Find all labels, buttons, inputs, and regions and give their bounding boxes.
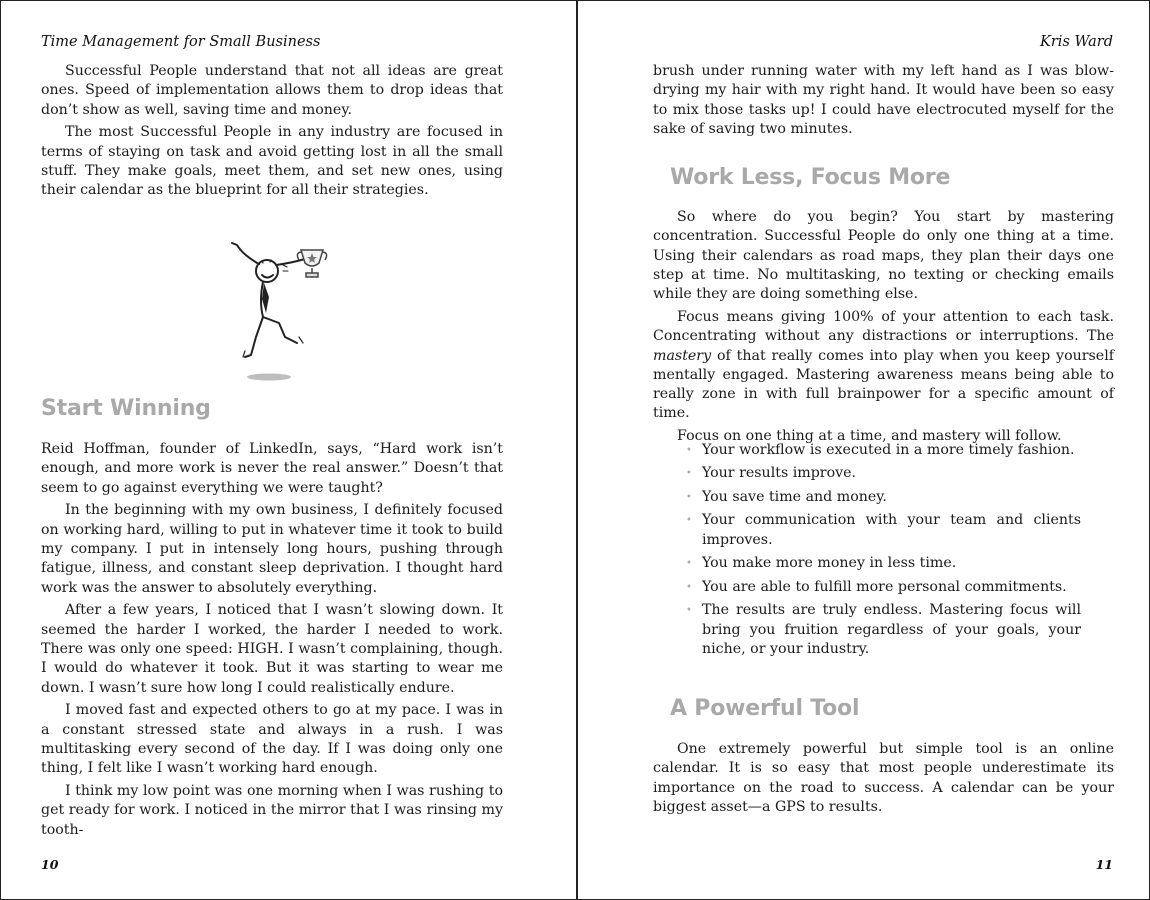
page-number-right: 11 xyxy=(1095,857,1113,872)
bullet-icon: • xyxy=(686,445,692,456)
paragraph: Successful People understand that not all ideas are great ones. Speed of implementation allows them to drop ideas that don’t show as well, saving time and money. xyxy=(41,63,503,118)
heading-a-powerful-tool: A Powerful Tool xyxy=(670,696,860,721)
page-number-left: 10 xyxy=(41,857,59,872)
running-head-left: Time Management for Small Business xyxy=(41,34,321,50)
paragraph: Focus means giving 100% of your attention to each task. Concentrating without any distractions or interruptions. The mastery of that really comes into play when you keep yourself mentally engaged. Mastering awareness means being able to really zone in with full brainpower for a specific amount of time. xyxy=(653,308,1114,422)
bullet-icon: • xyxy=(686,468,692,480)
paragraph: I moved fast and expected others to go at my pace. I was in a constant stressed state and always in a rush. I was multitasking every second of the day. If I was doing only one thing, I felt like I wasn’t working hard enough. xyxy=(41,702,503,777)
list-item: • You are able to fulfill more personal commitments. xyxy=(653,578,1114,597)
left-top-text xyxy=(41,62,503,204)
bullet-icon: • xyxy=(686,605,692,617)
paragraph: I think my low point was one morning when I was rushing to get ready for work. I noticed in the mirror that I was rinsing my tooth- xyxy=(41,783,503,838)
list-item: • Your results improve. xyxy=(653,464,1114,483)
bullet-icon: • xyxy=(686,558,692,570)
running-head-right: Kris Ward xyxy=(1040,34,1113,50)
list-item: • The results are truly endless. Mastering focus will bring you fruition regardless of your goals, your niche, or your industry. xyxy=(686,602,1081,657)
paragraph: Focus on one thing at a time, and mastery will follow. xyxy=(677,428,1062,445)
stick-figure-holding-trophy-icon xyxy=(223,233,333,387)
list-item: • You save time and money. xyxy=(653,488,1114,507)
heading-start-winning: Start Winning xyxy=(41,396,211,421)
paragraph: brush under running water with my left hand as I was blow-drying my hair with my right hand. It would have been so easy to mix those tasks up! I could have electrocuted myself for the sake of saving two minutes. xyxy=(653,63,1114,137)
bullet-icon: • xyxy=(686,491,692,503)
paragraph: Reid Hoffman, founder of LinkedIn, says, “Hard work isn’t enough, and more work is never the real answer.” Doesn’t that seem to go against everything we were taught? xyxy=(41,441,503,496)
paragraph: So where do you begin? You start by mastering concentration. Successful People do only one thing at a time. Using their calendars as road maps, they plan their days one step at time. No multitasking, no texting or checking emails while they are doing something else. xyxy=(653,209,1114,303)
left-section-text xyxy=(41,440,503,843)
left-page xyxy=(1,1,578,899)
list-item: • Your workflow is executed in a more timely fashion. xyxy=(653,441,1114,460)
paragraph: One extremely powerful but simple tool is an online calendar. It is so easy that most people underestimate its importance on the road to success. A calendar can be your biggest asset—a GPS to results. xyxy=(653,741,1114,815)
paragraph: The most Successful People in any industry are focused in terms of staying on task and avoid getting lost in all the small stuff. They make goals, meet them, and set new ones, using their calendar as the blueprint for all their strategies. xyxy=(41,124,503,199)
right-focus-text xyxy=(653,208,1114,450)
right-tool-text xyxy=(653,740,1114,821)
list-item: • Your communication with your team and clients improves. xyxy=(686,512,1081,548)
right-continuation-text xyxy=(653,62,1114,143)
paragraph: In the beginning with my own business, I definitely focused on working hard, willing to put in whatever time it took to build my company. I put in intensely long hours, pushing through fatigue, illness, and constant sleep deprivation. I thought hard work was the answer to absolutely everything. xyxy=(41,502,503,596)
bullet-icon: • xyxy=(686,581,692,593)
list-item: • You make more money in less time. xyxy=(653,554,1114,573)
right-page xyxy=(578,1,1149,899)
bullet-icon: • xyxy=(686,515,692,527)
benefits-list xyxy=(653,441,1114,663)
paragraph: After a few years, I noticed that I wasn’t slowing down. It seemed the harder I worked, the harder I needed to work. There was only one speed: HIGH. I wasn’t complaining, though. I would do whatever it took. But it was starting to wear me down. I wasn’t sure how long I could realistically endure. xyxy=(41,602,503,696)
heading-work-less-focus-more: Work Less, Focus More xyxy=(670,165,951,190)
